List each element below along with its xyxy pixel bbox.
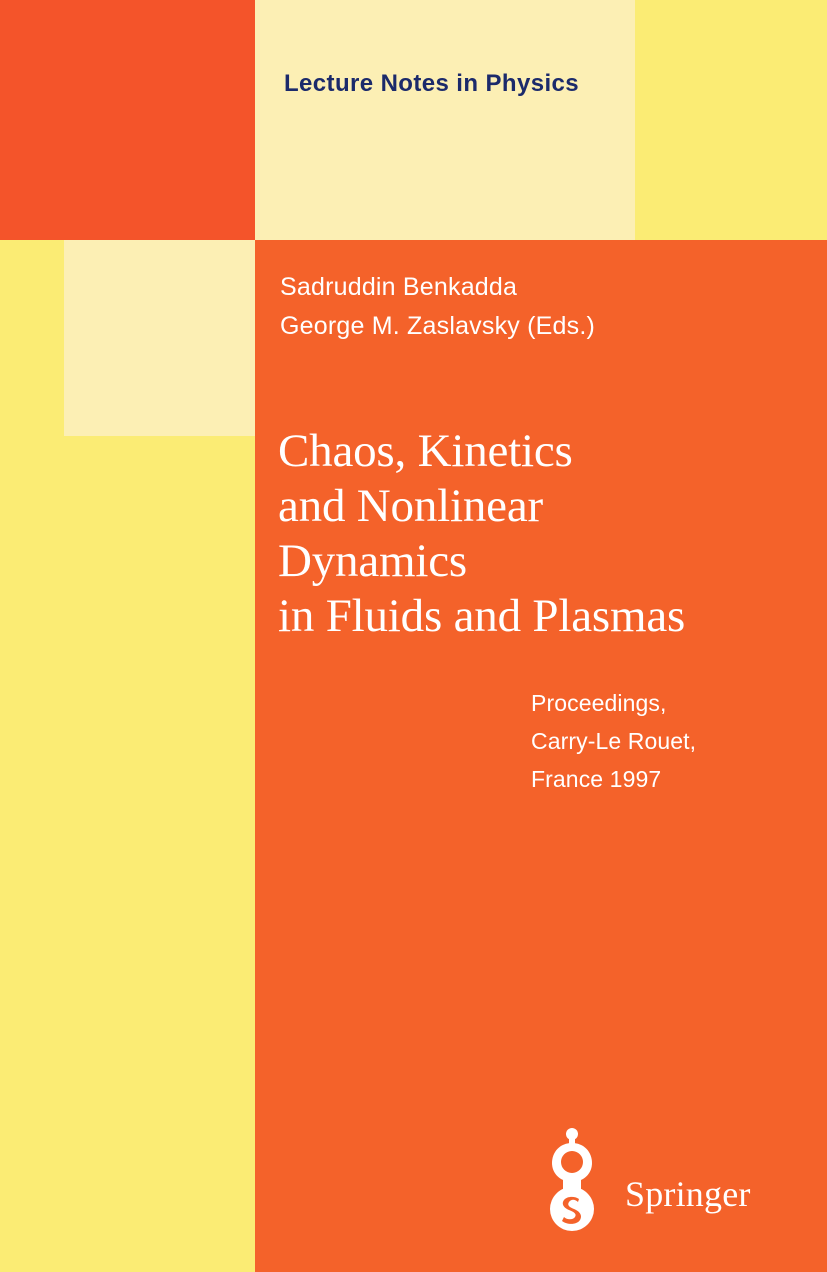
book-title-line-2: and Nonlinear (278, 480, 543, 532)
book-title-line-1: Chaos, Kinetics (278, 425, 573, 477)
background-top-left-orange-block (0, 0, 255, 240)
series-title: Lecture Notes in Physics (284, 70, 580, 97)
book-title (278, 424, 798, 644)
publisher-name: Springer (625, 1174, 751, 1214)
background-top-pale-block (255, 0, 635, 240)
editor-name-1: Sadruddin Benkadda (280, 273, 518, 301)
springer-knight-icon (533, 1125, 611, 1233)
editors-block (280, 268, 595, 346)
proceedings-line-1: Proceedings, (531, 690, 667, 716)
proceedings-line-3: France 1997 (531, 766, 662, 792)
background-left-pale-block (64, 240, 255, 436)
publisher-block (533, 1125, 783, 1235)
background-top-right-yellow-block (635, 0, 827, 240)
proceedings-line-2: Carry-Le Rouet, (531, 728, 697, 754)
editor-name-2: George M. Zaslavsky (Eds.) (280, 312, 596, 340)
proceedings-info (531, 684, 696, 798)
book-title-line-4: in Fluids and Plasmas (278, 590, 686, 642)
book-title-line-3: Dynamics (278, 535, 467, 587)
